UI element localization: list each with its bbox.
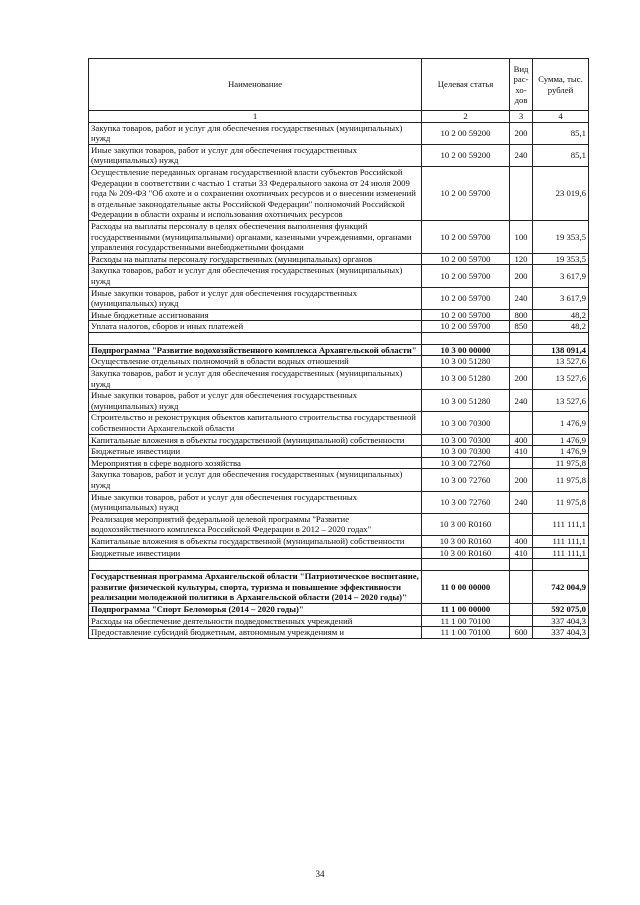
spacer-row [89, 332, 589, 344]
row-sum: 13 527,6 [533, 390, 589, 412]
row-sum: 85,1 [533, 144, 589, 166]
row-sum: 111 111,1 [533, 513, 589, 535]
row-name: Закупка товаров, работ и услуг для обеспечения государственных (муниципальных) нужд [89, 469, 422, 491]
row-code: 10 3 00 51280 [422, 356, 510, 368]
row-name: Осуществление отдельных полномочий в области водных отношений [89, 356, 422, 368]
row-sum: 592 075,0 [533, 603, 589, 615]
row-sum: 19 353,5 [533, 220, 589, 253]
row-name: Иные бюджетные ассигнования [89, 309, 422, 321]
table-row [89, 457, 589, 469]
row-code: 10 3 00 00000 [422, 344, 510, 356]
row-code: 10 2 00 59700 [422, 309, 510, 321]
row-code: 11 0 00 00000 [422, 571, 510, 604]
row-code: 10 3 00 70300 [422, 434, 510, 446]
row-name: Реализация мероприятий федеральной целевой программы "Развитие водохозяйственного комплекса Российской Федерации в 2012 – 2020 годах" [89, 513, 422, 535]
row-code: 10 3 00 72760 [422, 457, 510, 469]
table-row [89, 412, 589, 434]
row-name: Мероприятия в сфере водного хозяйства [89, 457, 422, 469]
row-vid: 410 [510, 547, 533, 559]
row-name: Закупка товаров, работ и услуг для обеспечения государственных (муниципальных) нужд [89, 265, 422, 287]
row-code: 10 3 00 70300 [422, 412, 510, 434]
row-name: Иные закупки товаров, работ и услуг для обеспечения государственных (муниципальных) нужд [89, 144, 422, 166]
row-vid: 100 [510, 220, 533, 253]
row-name: Иные закупки товаров, работ и услуг для обеспечения государственных (муниципальных) нужд [89, 390, 422, 412]
row-vid: 120 [510, 253, 533, 265]
row-name: Иные закупки товаров, работ и услуг для обеспечения государственных (муниципальных) нужд [89, 491, 422, 513]
row-sum: 111 111,1 [533, 547, 589, 559]
row-sum: 11 975,8 [533, 469, 589, 491]
empty-cell [533, 559, 589, 571]
row-sum: 48,2 [533, 321, 589, 333]
table-row [89, 344, 589, 356]
table-row [89, 390, 589, 412]
row-vid [510, 166, 533, 220]
table-row [89, 356, 589, 368]
row-code: 10 3 00 51280 [422, 368, 510, 390]
table-row [89, 220, 589, 253]
row-code: 10 2 00 59700 [422, 220, 510, 253]
row-vid [510, 457, 533, 469]
row-sum: 337 404,3 [533, 615, 589, 627]
row-name: Подпрограмма "Развитие водохозяйственного комплекса Архангельской области" [89, 344, 422, 356]
table-row [89, 547, 589, 559]
row-name: Расходы на выплаты персоналу в целях обеспечения выполнения функций государственными (муниципальными) органами, казенными учреждениями, органами управления государственными внебюджетными фондами [89, 220, 422, 253]
row-name: Подпрограмма "Спорт Беломорья (2014 – 2020 годы)" [89, 603, 422, 615]
row-code: 10 2 00 59200 [422, 144, 510, 166]
table-row [89, 434, 589, 446]
empty-cell [89, 559, 422, 571]
row-vid [510, 571, 533, 604]
row-vid: 400 [510, 434, 533, 446]
spacer-row [89, 559, 589, 571]
row-vid [510, 615, 533, 627]
row-sum: 3 617,9 [533, 265, 589, 287]
row-name: Уплата налогов, сборов и иных платежей [89, 321, 422, 333]
table-header-row [89, 59, 589, 111]
row-code: 10 3 00 72760 [422, 469, 510, 491]
header-name: Наименование [89, 59, 422, 111]
header-sum: Сумма, тыс. рублей [533, 59, 589, 111]
row-vid: 600 [510, 627, 533, 639]
row-name: Строительство и реконструкция объектов капитального строительства государственной собственности Архангельской области [89, 412, 422, 434]
row-code: 11 1 00 00000 [422, 603, 510, 615]
row-sum: 11 975,8 [533, 491, 589, 513]
row-vid [510, 356, 533, 368]
table-row [89, 571, 589, 604]
table-row [89, 309, 589, 321]
row-vid [510, 513, 533, 535]
column-number-row [89, 111, 589, 123]
row-code: 10 3 00 72760 [422, 491, 510, 513]
row-vid: 850 [510, 321, 533, 333]
row-vid [510, 344, 533, 356]
empty-cell [533, 332, 589, 344]
row-code: 10 2 00 59700 [422, 253, 510, 265]
row-sum: 48,2 [533, 309, 589, 321]
row-vid: 400 [510, 535, 533, 547]
row-vid: 800 [510, 309, 533, 321]
empty-cell [422, 332, 510, 344]
row-code: 10 3 00 R0160 [422, 547, 510, 559]
row-vid [510, 603, 533, 615]
row-sum: 337 404,3 [533, 627, 589, 639]
table-row [89, 535, 589, 547]
row-code: 10 3 00 70300 [422, 446, 510, 458]
row-name: Расходы на выплаты персоналу государственных (муниципальных) органов [89, 253, 422, 265]
row-code: 10 3 00 51280 [422, 390, 510, 412]
empty-cell [422, 559, 510, 571]
table-row [89, 615, 589, 627]
row-name: Предоставление субсидий бюджетным, автономным учреждениям и [89, 627, 422, 639]
row-sum: 1 476,9 [533, 446, 589, 458]
row-sum: 23 019,6 [533, 166, 589, 220]
row-vid: 200 [510, 368, 533, 390]
header-code: Целевая статья [422, 59, 510, 111]
row-name: Осуществление переданных органам государственной власти субъектов Российской Федерации в соответствии с частью 1 статьи 33 Федерального закона от 24 июля 2009 года № 209-ФЗ "Об охоте и о сохранении охотничьих ресурсов и о внесении изменений в отдельные законодательные акты Российской Федерации" полномочий Российской Федерации в области охраны и использования охотничьих ресурсов [89, 166, 422, 220]
table-row [89, 491, 589, 513]
row-code: 10 3 00 R0160 [422, 535, 510, 547]
row-code: 10 2 00 59200 [422, 122, 510, 144]
row-code: 10 3 00 R0160 [422, 513, 510, 535]
column-number: 1 [89, 111, 422, 123]
row-name: Закупка товаров, работ и услуг для обеспечения государственных (муниципальных) нужд [89, 368, 422, 390]
row-vid: 240 [510, 491, 533, 513]
row-vid: 410 [510, 446, 533, 458]
row-sum: 3 617,9 [533, 287, 589, 309]
row-vid: 240 [510, 287, 533, 309]
row-vid [510, 412, 533, 434]
table-row [89, 469, 589, 491]
row-code: 10 2 00 59700 [422, 321, 510, 333]
page-number: 34 [315, 869, 325, 879]
row-code: 11 1 00 70100 [422, 627, 510, 639]
table-row [89, 265, 589, 287]
row-vid: 200 [510, 265, 533, 287]
row-vid: 200 [510, 122, 533, 144]
empty-cell [510, 332, 533, 344]
row-name: Иные закупки товаров, работ и услуг для обеспечения государственных (муниципальных) нужд [89, 287, 422, 309]
row-sum: 1 476,9 [533, 434, 589, 446]
row-sum: 13 527,6 [533, 356, 589, 368]
row-code: 11 1 00 70100 [422, 615, 510, 627]
table-row [89, 603, 589, 615]
row-sum: 1 476,9 [533, 412, 589, 434]
empty-cell [89, 332, 422, 344]
table-row [89, 253, 589, 265]
table-body [89, 122, 589, 638]
row-name: Бюджетные инвестиции [89, 446, 422, 458]
row-sum: 111 111,1 [533, 535, 589, 547]
row-code: 10 2 00 59700 [422, 166, 510, 220]
row-code: 10 2 00 59700 [422, 265, 510, 287]
table-row [89, 368, 589, 390]
row-vid: 240 [510, 390, 533, 412]
row-sum: 19 353,5 [533, 253, 589, 265]
row-name: Расходы на обеспечение деятельности подведомственных учреждений [89, 615, 422, 627]
row-name: Капитальные вложения в объекты государственной (муниципальной) собственности [89, 535, 422, 547]
table-row [89, 513, 589, 535]
row-sum: 742 004,9 [533, 571, 589, 604]
column-number: 4 [533, 111, 589, 123]
row-vid: 200 [510, 469, 533, 491]
row-sum: 13 527,6 [533, 368, 589, 390]
row-sum: 138 091,4 [533, 344, 589, 356]
table-row [89, 287, 589, 309]
table-row [89, 446, 589, 458]
table-row [89, 321, 589, 333]
budget-table [88, 58, 589, 639]
row-code: 10 2 00 59700 [422, 287, 510, 309]
column-number: 3 [510, 111, 533, 123]
row-name: Государственная программа Архангельской области "Патриотическое воспитание, развитие физической культуры, спорта, туризма и повышение эффективности реализации молодежной политики в Архангельской области (2014 – 2020 годы)" [89, 571, 422, 604]
row-sum: 11 975,8 [533, 457, 589, 469]
table-row [89, 627, 589, 639]
budget-table-sheet [88, 58, 588, 639]
empty-cell [510, 559, 533, 571]
column-number: 2 [422, 111, 510, 123]
header-vid: Вид рас-хо-дов [510, 59, 533, 111]
table-row [89, 122, 589, 144]
table-row [89, 144, 589, 166]
row-name: Закупка товаров, работ и услуг для обеспечения государственных (муниципальных) нужд [89, 122, 422, 144]
row-sum: 85,1 [533, 122, 589, 144]
table-row [89, 166, 589, 220]
row-vid: 240 [510, 144, 533, 166]
row-name: Капитальные вложения в объекты государственной (муниципальной) собственности [89, 434, 422, 446]
row-name: Бюджетные инвестиции [89, 547, 422, 559]
